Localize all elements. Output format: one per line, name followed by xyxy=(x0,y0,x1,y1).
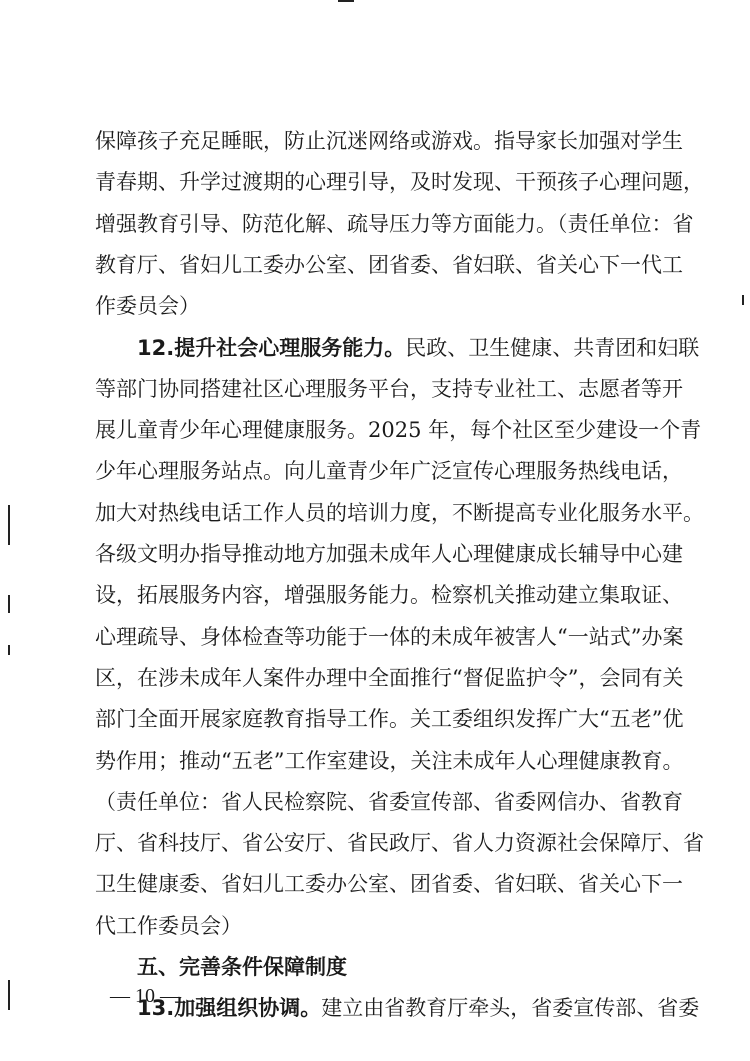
paragraph-2-line-11: 势作用；推动“五老”工作室建设，关注未成年人心理健康教育。 xyxy=(95,748,684,773)
paragraph-2-line-13: 厅、省科技厅、省公安厅、省民政厅、省人力资源社会保障厅、省 xyxy=(95,831,704,856)
paragraph-2-line-8: 心理疏导、身体检查等功能于一体的未成年被害人“一站式”办案 xyxy=(95,624,684,649)
scan-mark-left-2 xyxy=(8,595,10,613)
paragraph-1-line-4: 教育厅、省妇儿工委办公室、团省委、省妇联、省关心下一代工 xyxy=(95,252,683,277)
paragraph-2-line-3: 展儿童青少年心理健康服务。2025 年，每个社区至少建设一个青 xyxy=(95,418,702,443)
scan-mark-left-3 xyxy=(8,645,10,655)
paragraph-2-line-5: 加大对热线电话工作人员的培训力度，不断提高专业化服务水平。 xyxy=(95,500,704,525)
paragraph-2-line-1: 民政、卫生健康、共青团和妇联 xyxy=(405,335,700,360)
scan-mark-top xyxy=(338,0,354,2)
paragraph-2-line-10: 部门全面开展家庭教育指导工作。关工委组织发挥广大“五老”优 xyxy=(95,707,684,732)
paragraph-2-line-6: 各级文明办指导推动地方加强未成年人心理健康成长辅导中心建 xyxy=(95,542,683,566)
paragraph-2-line-15: 代工作委员会） xyxy=(95,913,242,938)
paragraph-1-line-3: 增强教育引导、防范化解、疏导压力等方面能力。（责任单位：省 xyxy=(95,211,694,236)
page-number: — 10 — xyxy=(110,985,180,1007)
paragraph-2-line-9: 区，在涉未成年人案件办理中全面推行“督促监护令”，会同有关 xyxy=(95,665,684,690)
paragraph-2-line-2: 等部门协同搭建社区心理服务平台，支持专业社工、志愿者等开 xyxy=(95,376,683,401)
paragraph-3-first-line xyxy=(137,993,700,1023)
scan-mark-left-1 xyxy=(8,505,10,545)
paragraph-1-line-2: 青春期、升学过渡期的心理引导，及时发现、干预孩子心理问题， xyxy=(95,170,704,195)
paragraph-2-line-14: 卫生健康委、省妇儿工委办公室、团省委、省妇联、省关心下一 xyxy=(95,872,683,897)
paragraph-2-line-4: 少年心理服务站点。向儿童青少年广泛宣传心理服务热线电话， xyxy=(95,459,683,484)
section-heading: 五、完善条件保障制度 xyxy=(137,955,347,979)
paragraph-1-line-5: 作委员会） xyxy=(95,294,200,319)
scan-mark-left-4 xyxy=(8,980,10,1010)
paragraph-2-first-line xyxy=(137,333,700,363)
paragraph-2-title: 12.提升社会心理服务能力。 xyxy=(137,335,406,360)
paragraph-3-title: 13.加强组织协调。 xyxy=(137,996,322,1021)
paragraph-3-line-1: 建立由省教育厅牵头，省委宣传部、省委 xyxy=(321,996,700,1021)
paragraph-2-line-12: （责任单位：省人民检察院、省委宣传部、省委网信办、省教育 xyxy=(95,789,683,814)
paragraph-2-line-7: 设，拓展服务内容，增强服务能力。检察机关推动建立集取证、 xyxy=(95,583,683,608)
scan-mark-right xyxy=(742,295,744,305)
paragraph-1-line-1: 保障孩子充足睡眠，防止沉迷网络或游戏。指导家长加强对学生 xyxy=(95,129,683,153)
